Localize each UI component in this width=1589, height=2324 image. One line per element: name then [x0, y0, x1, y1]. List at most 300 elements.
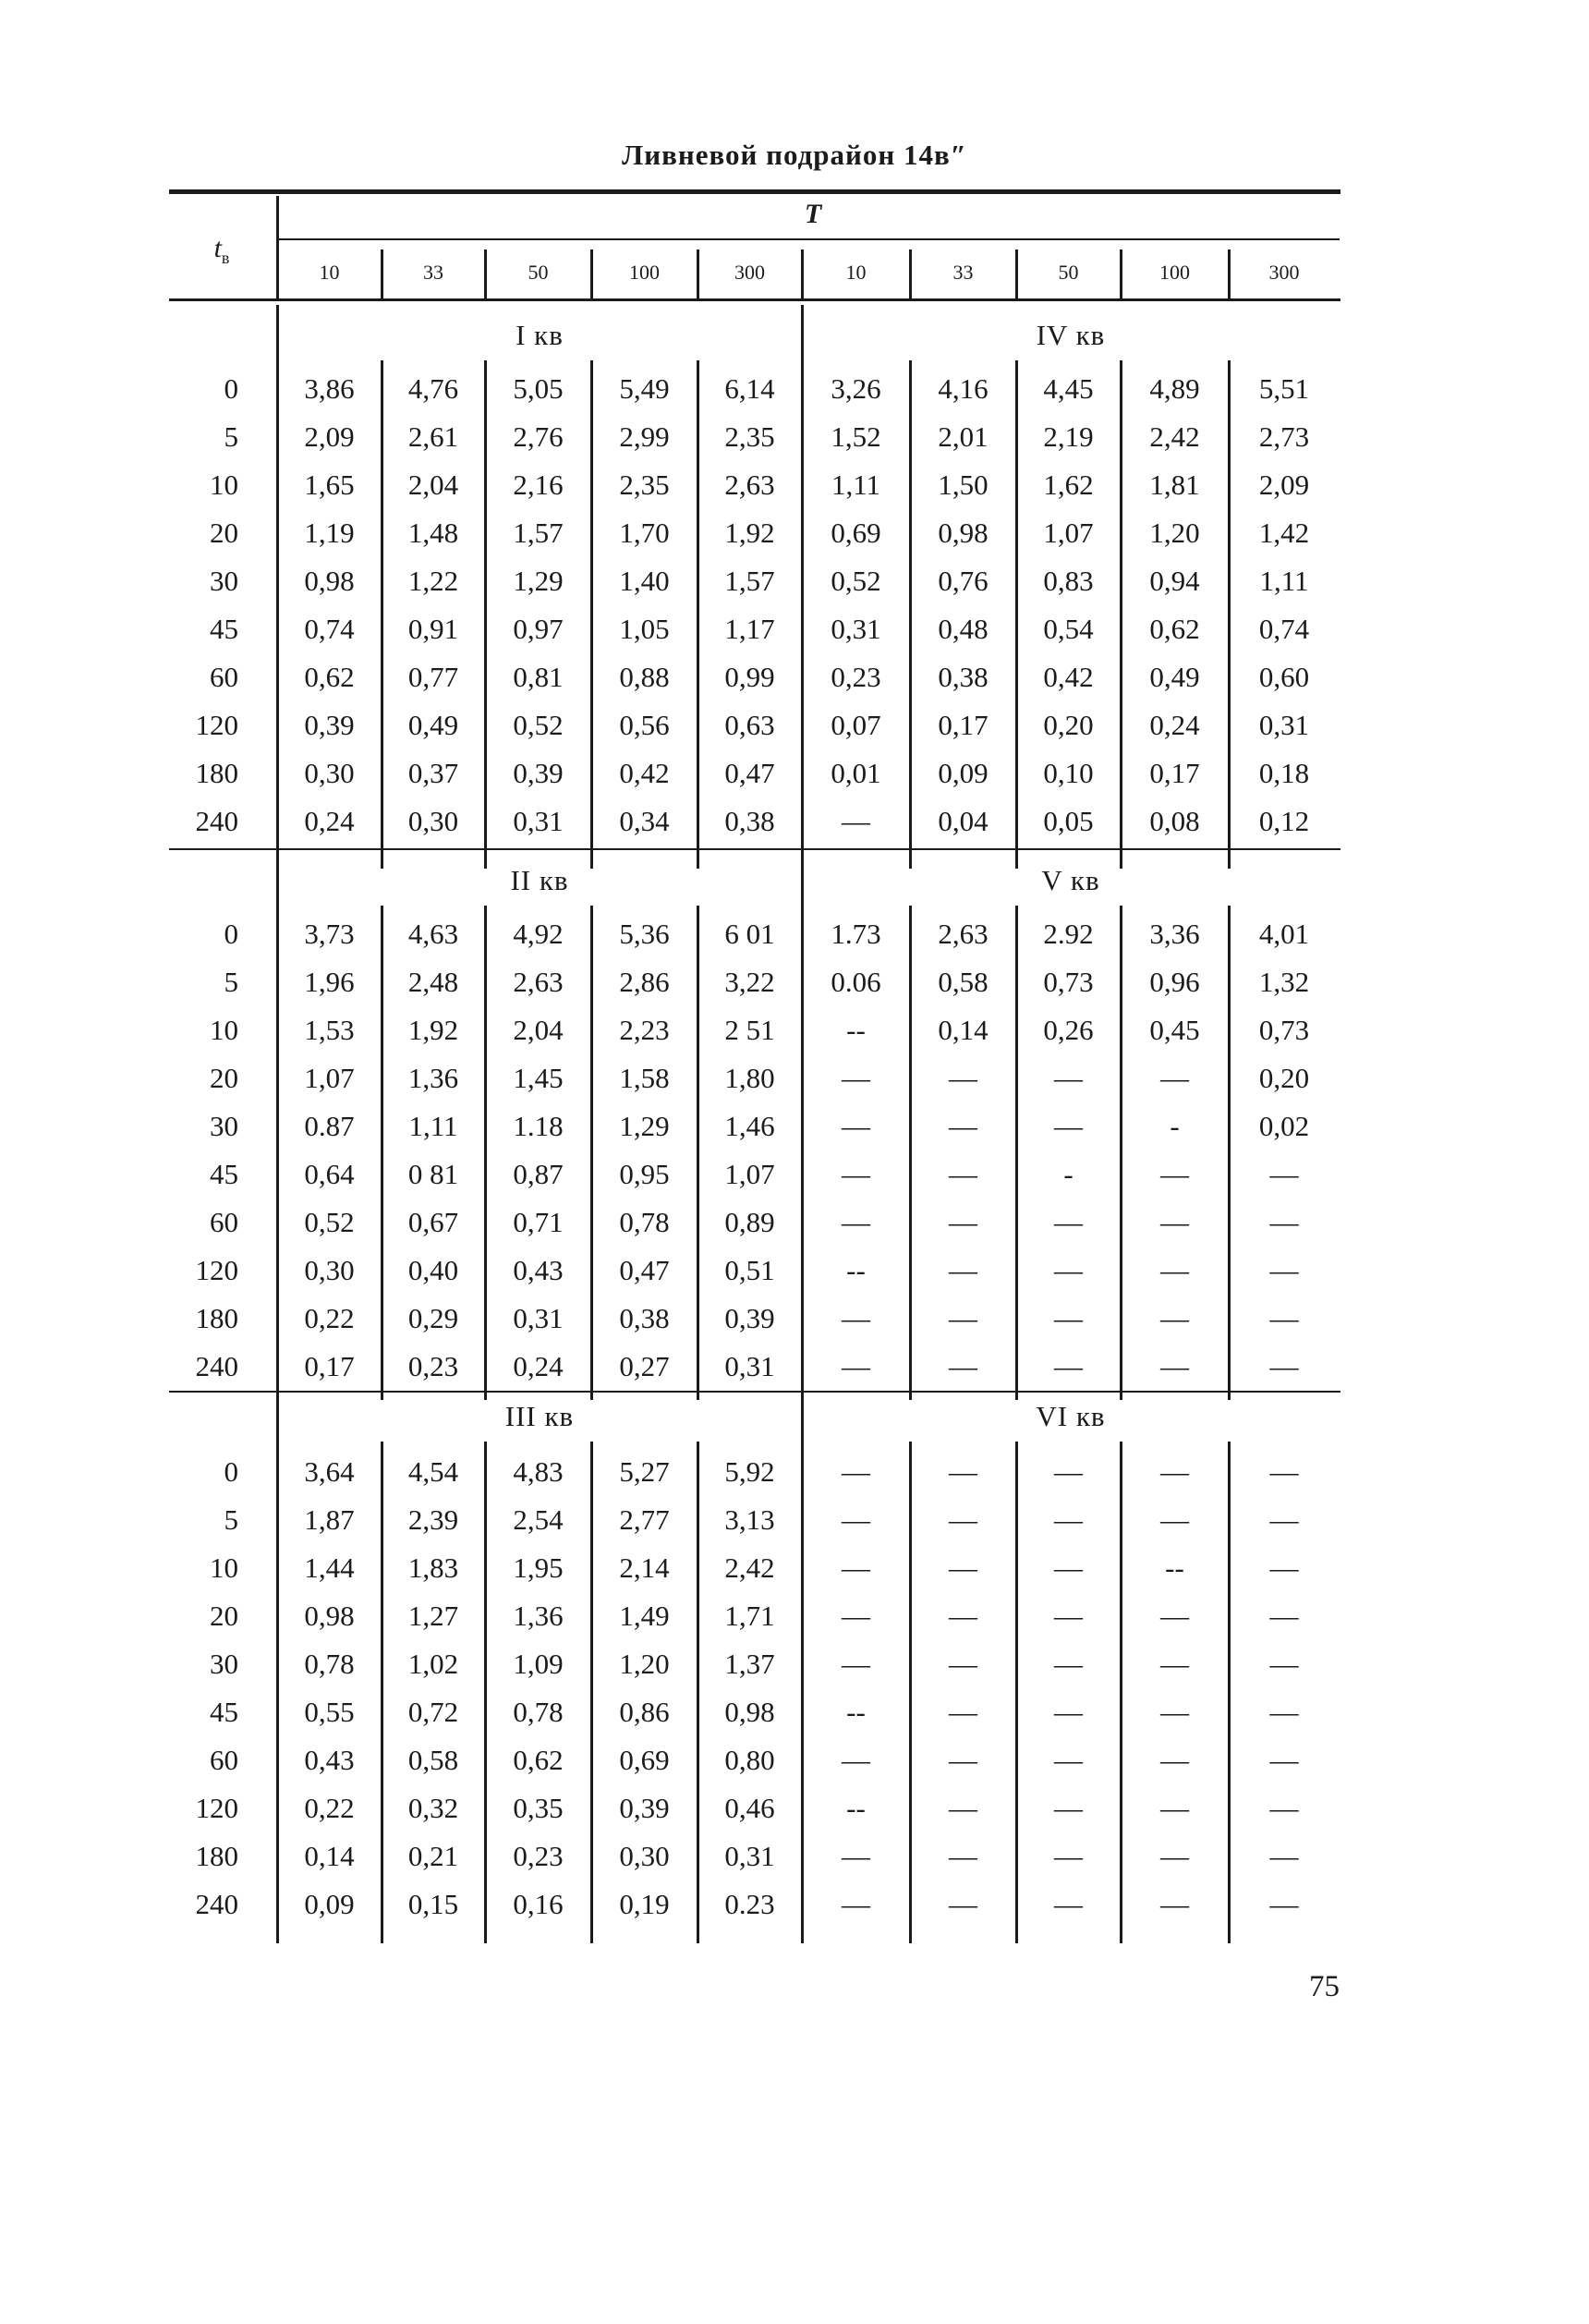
table-cell: 1,81	[1149, 468, 1200, 501]
table-cell: 1,65	[304, 468, 355, 501]
table-cell: —	[1269, 1254, 1299, 1286]
table-cell: 3,73	[304, 918, 355, 950]
table-cell: 0,52	[513, 709, 564, 741]
table-cell: —	[1160, 1648, 1189, 1680]
page-number: 75	[1309, 1970, 1340, 2003]
table-cell: 0,14	[938, 1014, 989, 1046]
table-cell: 1,17	[724, 613, 775, 645]
table-cell: 0,42	[1043, 661, 1094, 693]
table-cell: 0,74	[304, 613, 355, 645]
table-cell: 1,27	[407, 1600, 459, 1632]
period-column-label: 10	[845, 261, 867, 284]
block-separator-rule	[169, 848, 1340, 850]
table-cell: -	[1063, 1158, 1073, 1190]
table-cell: —	[949, 1888, 977, 1920]
table-cell: —	[842, 805, 870, 837]
table-cell: 1,71	[724, 1600, 775, 1632]
table-cell: 1,62	[1043, 468, 1094, 501]
table-cell: 4,89	[1149, 372, 1200, 405]
table-cell: --	[846, 1014, 866, 1046]
table-cell: 0,54	[1043, 613, 1094, 645]
table-cell: —	[949, 1206, 977, 1238]
table-cell: 0,27	[619, 1350, 670, 1382]
table-cell: 0,39	[619, 1792, 670, 1824]
table-cell: —	[842, 1350, 870, 1382]
table-cell: 0,97	[513, 613, 564, 645]
table-cell: 5,05	[513, 372, 564, 405]
table-cell: 0 81	[407, 1158, 459, 1190]
table-cell: —	[1054, 1254, 1083, 1286]
table-cell: 1,57	[513, 517, 564, 549]
table-cell: 0,08	[1149, 805, 1200, 837]
table-cell: 0,81	[513, 661, 564, 693]
table-cell: 4,83	[513, 1455, 564, 1488]
duration-value: 180	[195, 1840, 238, 1872]
table-cell: —	[1160, 1888, 1189, 1920]
table-cell: —	[949, 1648, 977, 1680]
duration-value: 10	[210, 1551, 238, 1584]
table-cell: —	[1269, 1888, 1299, 1920]
table-title: Ливневой подрайон 14в″	[622, 139, 967, 171]
duration-value: 20	[210, 1600, 238, 1632]
table-cell: 1,11	[1259, 565, 1309, 597]
table-cell: —	[1269, 1696, 1299, 1728]
table-cell: —	[842, 1062, 870, 1094]
table-cell: -	[1170, 1110, 1180, 1142]
table-cell: 3,22	[724, 966, 775, 998]
table-cell: —	[1269, 1350, 1299, 1382]
table-cell: —	[1269, 1206, 1299, 1238]
table-cell: 1,96	[304, 966, 355, 998]
table-cell: 4,92	[513, 918, 564, 950]
duration-value: 5	[224, 420, 238, 453]
table-cell: 0,37	[407, 757, 459, 789]
table-cell: —	[842, 1503, 870, 1536]
table-cell: 0,01	[831, 757, 881, 789]
period-column-label: 50	[528, 261, 549, 284]
table-cell: 0,43	[513, 1254, 564, 1286]
table-cell: 0,20	[1258, 1062, 1310, 1094]
table-cell: 0,78	[513, 1696, 564, 1728]
table-cell: 2,09	[304, 420, 355, 453]
table-cell: 0,12	[1258, 805, 1310, 837]
table-cell: 5,49	[619, 372, 670, 405]
table-cell: —	[842, 1648, 870, 1680]
table-cell: —	[949, 1840, 977, 1872]
table-cell: 2,73	[1258, 420, 1310, 453]
table-cell: 0,10	[1043, 757, 1094, 789]
table-cell: 2,04	[513, 1014, 564, 1046]
table-cell: 2,54	[513, 1503, 564, 1536]
table-cell: 1,53	[304, 1014, 355, 1046]
table-cell: —	[1269, 1648, 1299, 1680]
table-cell: 0,83	[1043, 565, 1094, 597]
table-cell: 1,40	[619, 565, 670, 597]
table-cell: 0,17	[938, 709, 989, 741]
table-cell: 2,61	[407, 420, 459, 453]
table-cell: —	[1160, 1503, 1189, 1536]
table-cell: —	[1269, 1840, 1299, 1872]
table-cell: 0,04	[938, 805, 989, 837]
table-cell: 0,30	[304, 757, 355, 789]
table-cell: —	[1160, 1062, 1189, 1094]
table-cell: 0,46	[724, 1792, 775, 1824]
table-cell: 1,58	[619, 1062, 670, 1094]
table-cell: 1,70	[619, 517, 670, 549]
tv-header-symbol: t	[213, 233, 222, 263]
table-cell: 2,76	[513, 420, 564, 453]
period-column-label: 100	[629, 261, 660, 284]
table-cell: 0,42	[619, 757, 670, 789]
table-cell: 0,24	[1149, 709, 1200, 741]
table-cell: 5,27	[619, 1455, 670, 1488]
table-cell: 0.06	[831, 966, 881, 998]
table-cell: 0,30	[407, 805, 459, 837]
table-cell: —	[1054, 1792, 1083, 1824]
table-cell: —	[1160, 1744, 1189, 1776]
table-cell: —	[1160, 1840, 1189, 1872]
table-cell: 2,42	[724, 1551, 775, 1584]
table-cell: —	[1269, 1503, 1299, 1536]
table-cell: —	[1160, 1254, 1189, 1286]
table-cell: —	[1054, 1600, 1083, 1632]
table-cell: 2,86	[619, 966, 670, 998]
table-cell: 3,13	[724, 1503, 775, 1536]
table-cell: 0,34	[619, 805, 670, 837]
table-cell: 0,48	[938, 613, 989, 645]
table-cell: 0,31	[513, 1302, 564, 1334]
table-cell: 2,19	[1043, 420, 1094, 453]
table-cell: 0,15	[407, 1888, 459, 1920]
table-cell: 4,45	[1043, 372, 1094, 405]
table-cell: —	[949, 1696, 977, 1728]
duration-value: 180	[195, 1302, 238, 1334]
table-cell: --	[846, 1792, 866, 1824]
table-cell: 0,38	[619, 1302, 670, 1334]
table-cell: 0,22	[304, 1302, 355, 1334]
duration-value: 5	[224, 966, 238, 998]
table-cell: —	[1160, 1206, 1189, 1238]
duration-value: 120	[195, 709, 238, 741]
quarter-label-right: VI кв	[1036, 1400, 1106, 1432]
period-column-label: 300	[734, 261, 765, 284]
table-cell: 0,02	[1258, 1110, 1310, 1142]
table-cell: —	[949, 1600, 977, 1632]
table-cell: 0,40	[407, 1254, 459, 1286]
tv-header	[194, 233, 249, 268]
table-cell: 0,47	[619, 1254, 670, 1286]
table-cell: 0,76	[938, 565, 989, 597]
header-inner-rule	[277, 238, 1340, 240]
duration-value: 30	[210, 1648, 238, 1680]
table-cell: 0,22	[304, 1792, 355, 1824]
table-cell: —	[949, 1110, 977, 1142]
table-cell: 0,80	[724, 1744, 775, 1776]
period-header: T	[804, 199, 822, 229]
table-cell: 0,31	[513, 805, 564, 837]
table-cell: 0,09	[938, 757, 989, 789]
table-cell: 0,31	[831, 613, 881, 645]
table-cell: 0,49	[1149, 661, 1200, 693]
table-cell: 1,83	[407, 1551, 459, 1584]
table-cell: 1,36	[407, 1062, 459, 1094]
table-cell: 0,98	[304, 565, 355, 597]
period-column-label: 33	[423, 261, 443, 284]
table-cell: 0,69	[619, 1744, 670, 1776]
table-cell: 0,67	[407, 1206, 459, 1238]
table-cell: 1,50	[938, 468, 989, 501]
table-cell: —	[1160, 1792, 1189, 1824]
table-cell: 2,63	[513, 966, 564, 998]
table-cell: 1,87	[304, 1503, 355, 1536]
table-cell: 2,09	[1258, 468, 1310, 501]
table-cell: 1,36	[513, 1600, 564, 1632]
table-cell: 5,92	[724, 1455, 775, 1488]
table-cell: 0,23	[407, 1350, 459, 1382]
table-cell: —	[1160, 1158, 1189, 1190]
table-cell: 6,14	[724, 372, 775, 405]
table-cell: 1,48	[407, 517, 459, 549]
duration-value: 60	[210, 1206, 238, 1238]
table-cell: 1,20	[619, 1648, 670, 1680]
table-cell: 2,23	[619, 1014, 670, 1046]
table-cell: 0,86	[619, 1696, 670, 1728]
table-cell: 6 01	[724, 918, 775, 950]
quarter-label-left: I кв	[516, 319, 564, 351]
table-cell: 1,46	[724, 1110, 775, 1142]
table-cell: —	[949, 1792, 977, 1824]
table-cell: 0,49	[407, 709, 459, 741]
table-cell: 1,32	[1258, 966, 1310, 998]
table-cell: 1,19	[304, 517, 355, 549]
table-cell: —	[949, 1350, 977, 1382]
table-cell: 3,64	[304, 1455, 355, 1488]
table-cell: 0,73	[1258, 1014, 1310, 1046]
table-cell: 2,35	[619, 468, 670, 501]
table-cell: 0,69	[831, 517, 881, 549]
table-cell: —	[1054, 1206, 1083, 1238]
duration-value: 45	[210, 1158, 238, 1190]
table-cell: 0,78	[304, 1648, 355, 1680]
duration-value: 240	[195, 1888, 238, 1920]
table-cell: 3,86	[304, 372, 355, 405]
table-cell: 0,39	[513, 757, 564, 789]
table-cell: 0,72	[407, 1696, 459, 1728]
table-cell: —	[842, 1600, 870, 1632]
table-cell: 2.92	[1043, 918, 1094, 950]
table-cell: 1,45	[513, 1062, 564, 1094]
table-cell: 0,26	[1043, 1014, 1094, 1046]
table-cell: —	[1054, 1648, 1083, 1680]
table-cell: —	[949, 1744, 977, 1776]
duration-value: 0	[224, 372, 238, 405]
table-cell: 1,29	[619, 1110, 670, 1142]
table-cell: 2,42	[1149, 420, 1200, 453]
table-cell: —	[1054, 1302, 1083, 1334]
table-cell: —	[949, 1455, 977, 1488]
table-cell: 0,77	[407, 661, 459, 693]
quarter-label-left: III кв	[504, 1400, 575, 1432]
table-cell: 4,01	[1258, 918, 1310, 950]
table-cell: 4,54	[407, 1455, 459, 1488]
table-cell: 0,38	[724, 805, 775, 837]
table-cell: 1,42	[1258, 517, 1310, 549]
table-cell: 1,20	[1149, 517, 1200, 549]
table-cell: 0,31	[724, 1840, 775, 1872]
table-cell: 0.23	[724, 1888, 775, 1920]
table-cell: 3,26	[831, 372, 881, 405]
table-cell: 0,09	[304, 1888, 355, 1920]
period-column-label: 100	[1159, 261, 1190, 284]
duration-value: 30	[210, 565, 238, 597]
table-cell: —	[1269, 1302, 1299, 1334]
table-cell: 0,62	[513, 1744, 564, 1776]
table-cell: 0,17	[1149, 757, 1200, 789]
table-cell: 0,30	[619, 1840, 670, 1872]
table-cell: —	[1054, 1503, 1083, 1536]
table-cell: 0,29	[407, 1302, 459, 1334]
table-cell: 1,92	[724, 517, 775, 549]
table-cell: 0,91	[407, 613, 459, 645]
table-cell: —	[842, 1551, 870, 1584]
table-cell: 0,52	[831, 565, 881, 597]
table-cell: 0,60	[1258, 661, 1310, 693]
table-cell: 0,62	[304, 661, 355, 693]
duration-value: 180	[195, 757, 238, 789]
table-cell: —	[1054, 1062, 1083, 1094]
table-cell: 0,18	[1258, 757, 1310, 789]
tv-header-subscript: в	[221, 249, 230, 267]
table-cell: 0,38	[938, 661, 989, 693]
block-separator-rule	[169, 1391, 1340, 1393]
table-cell: 2 51	[724, 1014, 775, 1046]
table-cell: 0,71	[513, 1206, 564, 1238]
table-cell: 0,94	[1149, 565, 1200, 597]
table-cell: —	[1269, 1744, 1299, 1776]
table-cell: 0,63	[724, 709, 775, 741]
table-cell: —	[949, 1503, 977, 1536]
table-cell: 0,19	[619, 1888, 670, 1920]
table-cell: 1,22	[407, 565, 459, 597]
table-cell: 0,51	[724, 1254, 775, 1286]
period-column-label: 300	[1268, 261, 1300, 284]
table-cell: —	[949, 1302, 977, 1334]
table-cell: 0,45	[1149, 1014, 1200, 1046]
quarter-label-right: V кв	[1041, 864, 1100, 896]
table-cell: 0.87	[304, 1110, 355, 1142]
table-cell: —	[1160, 1696, 1189, 1728]
table-cell: 0,47	[724, 757, 775, 789]
table-cell: —	[1160, 1600, 1189, 1632]
table-cell: 0,73	[1043, 966, 1094, 998]
table-cell: 0,23	[831, 661, 881, 693]
table-cell: 0,95	[619, 1158, 670, 1190]
duration-value: 5	[224, 1503, 238, 1536]
duration-value: 45	[210, 1696, 238, 1728]
table-cell: —	[1269, 1600, 1299, 1632]
table-cell: 0,07	[831, 709, 881, 741]
table-top-rule	[169, 189, 1340, 194]
duration-value: 0	[224, 1455, 238, 1488]
table-cell: 1,37	[724, 1648, 775, 1680]
table-cell: 0,87	[513, 1158, 564, 1190]
table-cell: 1,80	[724, 1062, 775, 1094]
table-cell: 0,30	[304, 1254, 355, 1286]
table-cell: 0,98	[724, 1696, 775, 1728]
period-column-label: 10	[319, 261, 340, 284]
table-cell: —	[949, 1158, 977, 1190]
table-cell: 0,55	[304, 1696, 355, 1728]
table-cell: 2,14	[619, 1551, 670, 1584]
table-cell: —	[1054, 1350, 1083, 1382]
table-cell: 5,36	[619, 918, 670, 950]
table-cell: —	[1160, 1350, 1189, 1382]
table-cell: —	[1269, 1455, 1299, 1488]
duration-value: 60	[210, 1744, 238, 1776]
table-cell: —	[949, 1062, 977, 1094]
table-cell: —	[1269, 1551, 1299, 1584]
table-cell: 1,11	[408, 1110, 458, 1142]
table-cell: 1,57	[724, 565, 775, 597]
duration-value: 30	[210, 1110, 238, 1142]
table-cell: 2,39	[407, 1503, 459, 1536]
table-cell: —	[842, 1888, 870, 1920]
table-cell: 2,99	[619, 420, 670, 453]
duration-value: 240	[195, 805, 238, 837]
table-cell: —	[1054, 1888, 1083, 1920]
table-cell: --	[846, 1254, 866, 1286]
table-cell: 1,07	[724, 1158, 775, 1190]
duration-value: 45	[210, 613, 238, 645]
table-cell: 0,24	[304, 805, 355, 837]
table-cell: 0,24	[513, 1350, 564, 1382]
table-cell: —	[1269, 1158, 1299, 1190]
table-cell: 3,36	[1149, 918, 1200, 950]
table-cell: —	[1054, 1551, 1083, 1584]
table-cell: —	[842, 1158, 870, 1190]
table-cell: 0,78	[619, 1206, 670, 1238]
table-cell: —	[1054, 1110, 1083, 1142]
table-cell: 0,52	[304, 1206, 355, 1238]
table-cell: 0,58	[407, 1744, 459, 1776]
duration-value: 10	[210, 468, 238, 501]
table-cell: 2,01	[938, 420, 989, 453]
table-cell: 0,88	[619, 661, 670, 693]
duration-value: 20	[210, 1062, 238, 1094]
table-cell: 1,92	[407, 1014, 459, 1046]
table-cell: 4,76	[407, 372, 459, 405]
table-cell: 5,51	[1258, 372, 1310, 405]
table-cell: --	[846, 1696, 866, 1728]
table-cell: —	[1160, 1302, 1189, 1334]
table-cell: —	[842, 1206, 870, 1238]
table-cell: 0,39	[724, 1302, 775, 1334]
table-cell: 1.73	[831, 918, 881, 950]
table-cell: 0,56	[619, 709, 670, 741]
table-cell: —	[842, 1455, 870, 1488]
table-cell: 1,02	[407, 1648, 459, 1680]
table-cell: 1,49	[619, 1600, 670, 1632]
table-cell: 0,99	[724, 661, 775, 693]
table-cell: 0,35	[513, 1792, 564, 1824]
quarter-label-left: II кв	[510, 864, 569, 896]
table-cell: —	[949, 1254, 977, 1286]
table-cell: 4,16	[938, 372, 989, 405]
quarter-label-right: IV кв	[1036, 319, 1106, 351]
table-cell: 2,35	[724, 420, 775, 453]
table-cell: 2,04	[407, 468, 459, 501]
table-cell: —	[1054, 1696, 1083, 1728]
